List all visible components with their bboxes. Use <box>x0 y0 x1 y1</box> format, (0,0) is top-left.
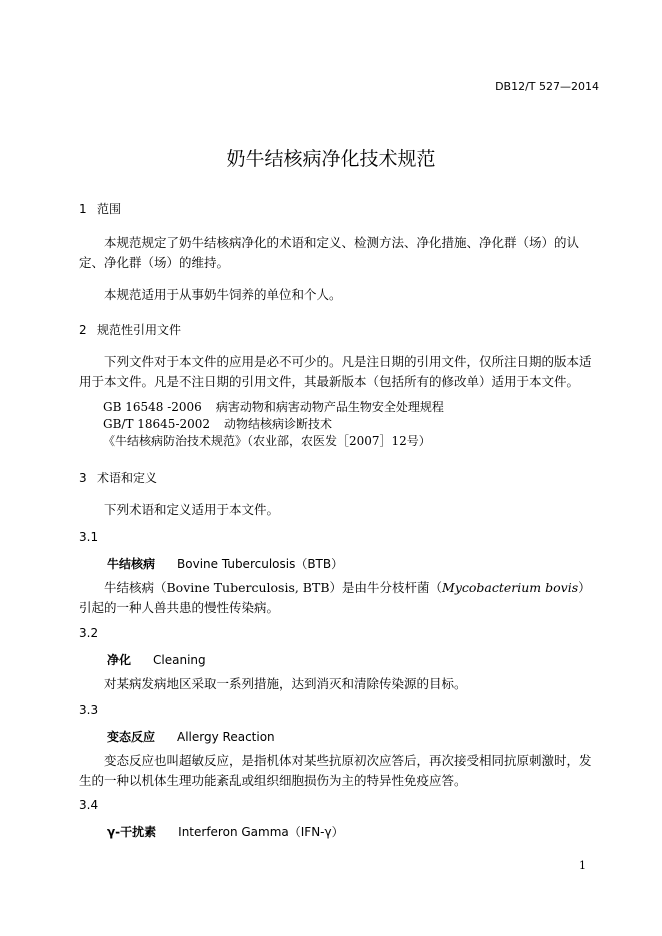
term-english: Allergy Reaction <box>177 730 275 744</box>
term-chinese: γ-干扰素 <box>107 825 157 839</box>
section-1-paragraph-2: 本规范适用于从事奶牛饲养的单位和个人。 <box>104 287 342 302</box>
latin-name: Mycobacterium bovis <box>442 580 579 595</box>
section-1-heading <box>79 200 121 217</box>
page-number: 1 <box>579 859 586 872</box>
term-chinese: 净化 <box>107 653 132 667</box>
term-chinese: 牛结核病 <box>107 557 156 571</box>
term-heading <box>107 728 275 745</box>
document-title: 奶牛结核病净化技术规范 <box>226 148 436 170</box>
reference-item <box>103 398 444 415</box>
clause-number: 3.1 <box>79 530 99 544</box>
section-number: 3 <box>79 471 87 485</box>
term-definition: 变态反应也叫超敏反应，是指机体对某些抗原初次应答后，再次接受相同抗原刺激时，发生的一种以机体生理功能紊乱或组织细胞损伤为主的特异性免疫应答。 <box>79 753 592 788</box>
section-number: 1 <box>79 202 87 216</box>
reference-name: 动物结核病诊断技术 <box>224 417 333 431</box>
term-chinese: 变态反应 <box>107 730 156 744</box>
reference-name: 病害动物和病害动物产品生物安全处理规程 <box>215 400 444 414</box>
term-heading <box>107 823 344 840</box>
term-english: Interferon Gamma（IFN-γ） <box>178 825 344 839</box>
section-2-heading <box>79 321 181 338</box>
reference-item <box>103 432 431 449</box>
term-definition: 对某病发病地区采取一系列措施，达到消灭和清除传染源的目标。 <box>104 676 467 691</box>
section-1-paragraph-1: 本规范规定了奶牛结核病净化的术语和定义、检测方法、净化措施、净化群（场）的认定、净化群（场）的维持。 <box>79 235 580 270</box>
term-definition: 牛结核病（Bovine Tuberculosis, BTB）是由牛分枝杆菌（Mycobacterium bovis）引起的一种人兽共患的慢性传染病。 <box>79 580 591 615</box>
clause-number: 3.2 <box>79 626 99 640</box>
section-3-paragraph-1: 下列术语和定义适用于本文件。 <box>104 502 280 517</box>
reference-code: 《牛结核病防治技术规范》（农业部，农医发［2007］12号） <box>103 434 431 448</box>
standard-number: DB12/T 527—2014 <box>495 80 599 93</box>
section-3-heading <box>79 469 157 486</box>
reference-code: GB/T 18645-2002 <box>103 417 211 431</box>
term-english: Cleaning <box>153 653 206 667</box>
section-title: 范围 <box>97 202 122 216</box>
term-english: Bovine Tuberculosis（BTB） <box>177 557 344 571</box>
section-number: 2 <box>79 323 87 337</box>
reference-item <box>103 415 332 432</box>
clause-number: 3.4 <box>79 798 99 812</box>
reference-code: GB 16548 -2006 <box>103 400 202 414</box>
term-heading <box>107 651 206 668</box>
section-title: 规范性引用文件 <box>97 323 182 337</box>
section-2-paragraph-1: 下列文件对于本文件的应用是必不可少的。凡是注日期的引用文件，仅所注日期的版本适用于本文件。凡是不注日期的引用文件，其最新版本（包括所有的修改单）适用于本文件。 <box>79 354 592 389</box>
term-heading <box>107 555 343 572</box>
clause-number: 3.3 <box>79 703 99 717</box>
section-title: 术语和定义 <box>97 471 158 485</box>
